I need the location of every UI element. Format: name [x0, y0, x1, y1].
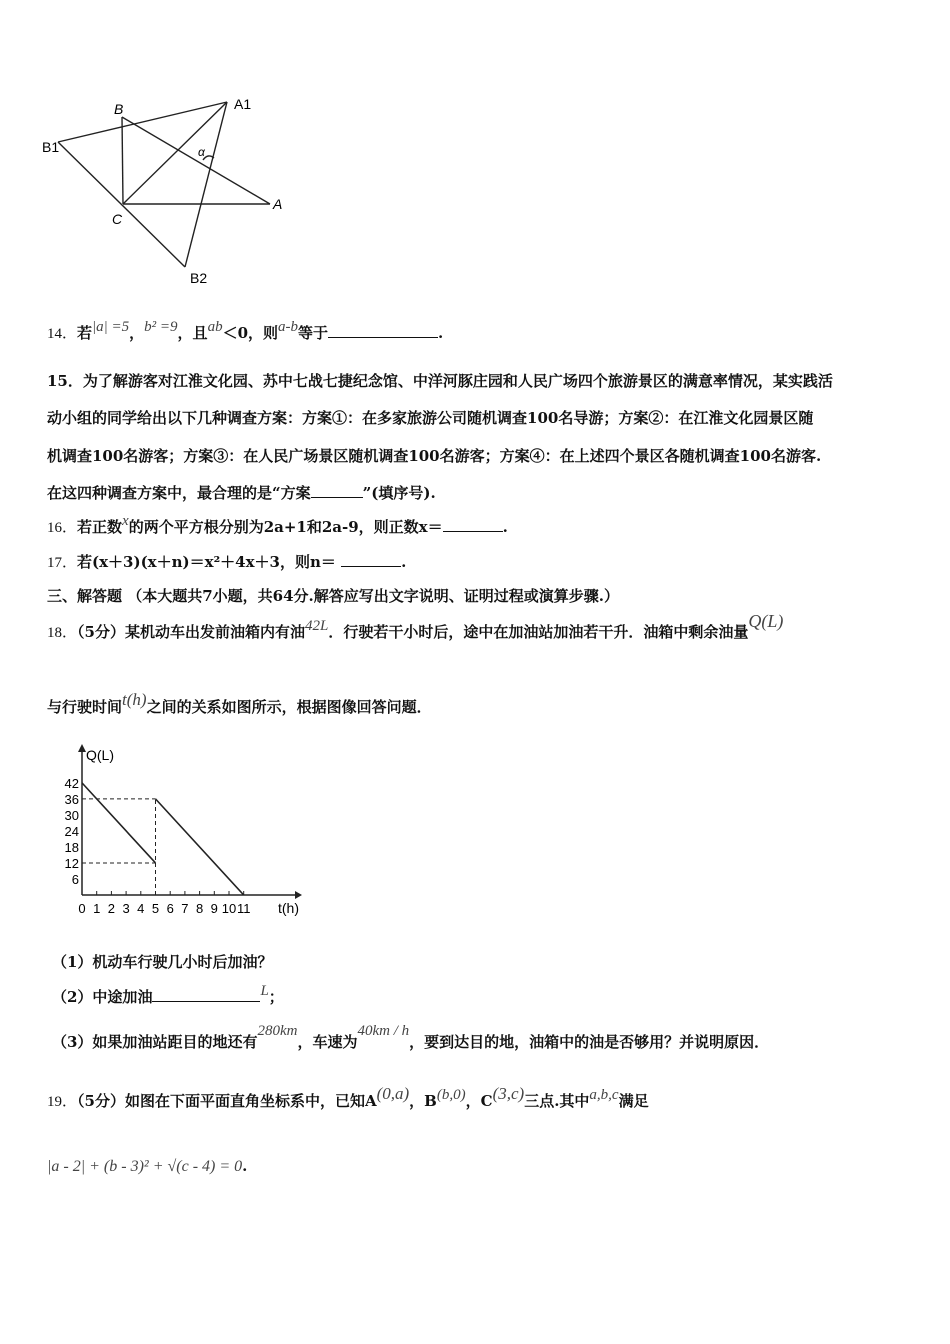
y-tick-label: 6 — [71, 871, 79, 887]
text: 若正数 — [77, 518, 123, 536]
math: (0,a) — [376, 1084, 410, 1103]
x-tick-label: 8 — [195, 901, 204, 916]
label-b1: B1 — [42, 139, 60, 155]
label-b: B — [114, 101, 124, 117]
text: （5分）某机动车出发前油箱内有油 — [77, 623, 305, 641]
text: （5分）如图在下面平面直角坐标系中，已知A — [77, 1092, 377, 1110]
question-19 — [47, 1084, 649, 1111]
q-number: 18． — [47, 625, 78, 641]
x-tick-label: 11 — [236, 901, 251, 916]
y-tick-label: 24 — [64, 823, 79, 839]
text: ； — [268, 988, 284, 1006]
question-16 — [47, 513, 508, 537]
y-tick-label: 30 — [64, 807, 79, 823]
math: |a - 2| + (b - 3)² + √(c - 4) = 0 — [47, 1158, 243, 1175]
segment-b-c — [122, 117, 123, 204]
math: 40km / h — [357, 1023, 410, 1039]
label-a1: A1 — [234, 96, 252, 112]
answer-blank[interactable] — [341, 552, 401, 567]
x-tick-label: 6 — [166, 901, 174, 916]
text: 在这四种调查方案中，最合理的是“方案 — [47, 484, 311, 502]
math: ab — [207, 319, 223, 335]
fuel-line-segment — [82, 783, 156, 863]
question-15-line-2: 动小组的同学给出以下几种调查方案：方案①：在多家旅游公司随机调查100名导游；方案②：在江淮文化园景区随 — [47, 409, 814, 427]
fuel-graph — [40, 740, 320, 930]
text: 的两个平方根分别为2a+1和2a-9，则正数x＝ — [128, 518, 443, 536]
math: t(h) — [122, 690, 147, 709]
label-b2: B2 — [190, 270, 208, 286]
math: x — [122, 513, 129, 529]
text: . — [438, 324, 444, 342]
x-tick-label: 2 — [107, 901, 116, 916]
x-tick-label: 7 — [181, 901, 189, 916]
math: |a| =5 — [92, 319, 130, 335]
question-18-line-2 — [47, 690, 432, 717]
text: ，要到达目的地，油箱中的油是否够用？并说明原因． — [409, 1033, 770, 1051]
question-18-line-1 — [47, 611, 784, 642]
label-c: C — [112, 211, 123, 227]
text: ，C — [465, 1092, 493, 1110]
q-number: 17． — [47, 555, 78, 571]
q-number: 19． — [47, 1094, 78, 1110]
question-18-sub-2 — [52, 983, 284, 1007]
y-axis-arrow — [78, 744, 86, 752]
geometry-figure — [0, 0, 320, 300]
x-tick-label: 4 — [137, 901, 145, 916]
text: . — [502, 518, 508, 536]
section-3-heading: 三、解答题 （本大题共7小题，共64分.解答应写出文字说明、证明过程或演算步骤.） — [47, 587, 619, 605]
text: 与行驶时间 — [47, 698, 123, 716]
text: 之间的关系如图所示，根据图像回答问题． — [146, 698, 432, 716]
text: ”(填序号). — [362, 484, 436, 502]
x-axis-label: t(h) — [278, 900, 299, 916]
text: 等于 — [298, 324, 329, 342]
segment-b1-a1 — [58, 102, 227, 142]
x-axis-arrow — [295, 891, 302, 899]
question-17 — [47, 551, 406, 572]
q-number: 14． — [47, 326, 78, 342]
x-tick-label: 10 — [221, 901, 237, 916]
text: 若(x＋3)(x＋n)＝x²＋4x＋3，则n＝ — [77, 553, 342, 571]
math: a,b,c — [589, 1087, 619, 1103]
x-tick-label: 0 — [78, 901, 86, 916]
text: ，B — [409, 1092, 437, 1110]
text: 三点.其中 — [524, 1092, 590, 1110]
math: 42L — [304, 618, 329, 634]
text: . — [242, 1157, 248, 1175]
text: . — [401, 553, 407, 571]
math: Q(L) — [748, 611, 784, 631]
question-14 — [47, 319, 444, 343]
math: b² =9 — [144, 319, 178, 335]
label-alpha: α — [198, 145, 205, 159]
math: 280km — [257, 1023, 298, 1039]
math: a-b — [278, 319, 298, 335]
math: L — [260, 983, 269, 999]
question-18-sub-1: （1）机动车行驶几小时后加油？ — [52, 953, 273, 971]
answer-blank[interactable] — [443, 517, 503, 532]
text: （3）如果加油站距目的地还有 — [52, 1033, 258, 1051]
text: ，车速为 — [297, 1033, 358, 1051]
y-axis-label: Q(L) — [86, 747, 114, 763]
segment-a1-b2 — [185, 102, 227, 267]
y-tick-label: 18 — [64, 839, 79, 855]
y-tick-label: 36 — [64, 791, 79, 807]
q-number: 16． — [47, 520, 78, 536]
text: ，且 — [177, 324, 208, 342]
question-15-line-4 — [47, 482, 436, 503]
question-15-line-3: 机调查100名游客；方案③：在人民广场景区随机调查100名游客；方案④：在上述四个景区各随机调查100名游客. — [47, 447, 822, 465]
answer-blank[interactable] — [328, 323, 438, 338]
question-18-sub-3 — [52, 1023, 770, 1052]
x-tick-label: 1 — [93, 901, 101, 916]
answer-blank[interactable] — [152, 987, 260, 1002]
answer-blank[interactable] — [311, 483, 363, 498]
text: 若 — [77, 324, 93, 342]
text: ， — [129, 324, 145, 342]
segment-c-a1 — [123, 102, 227, 204]
label-a: A — [273, 196, 283, 212]
y-tick-label: 42 — [64, 775, 79, 791]
math: (3,c) — [492, 1084, 525, 1103]
math: (b,0) — [436, 1087, 466, 1103]
x-tick-label: 3 — [122, 901, 130, 916]
text: ＜0，则 — [222, 324, 278, 342]
y-tick-label: 12 — [64, 855, 79, 871]
text: （2）中途加油 — [52, 988, 153, 1006]
x-tick-label: 9 — [210, 901, 218, 916]
text: 满足 — [618, 1092, 649, 1110]
text: ．行驶若干小时后，途中在加油站加油若干升．油箱中剩余油量 — [328, 623, 749, 641]
fuel-line-segment — [156, 799, 244, 895]
question-15-line-1: 15．为了解游客对江淮文化园、苏中七战七捷纪念馆、中洋河豚庄园和人民广场四个旅游景区的满意率情况，某实践活 — [47, 372, 833, 390]
x-tick-label: 5 — [151, 901, 160, 916]
question-19-formula — [47, 1157, 247, 1176]
segment-b-a — [122, 117, 270, 204]
